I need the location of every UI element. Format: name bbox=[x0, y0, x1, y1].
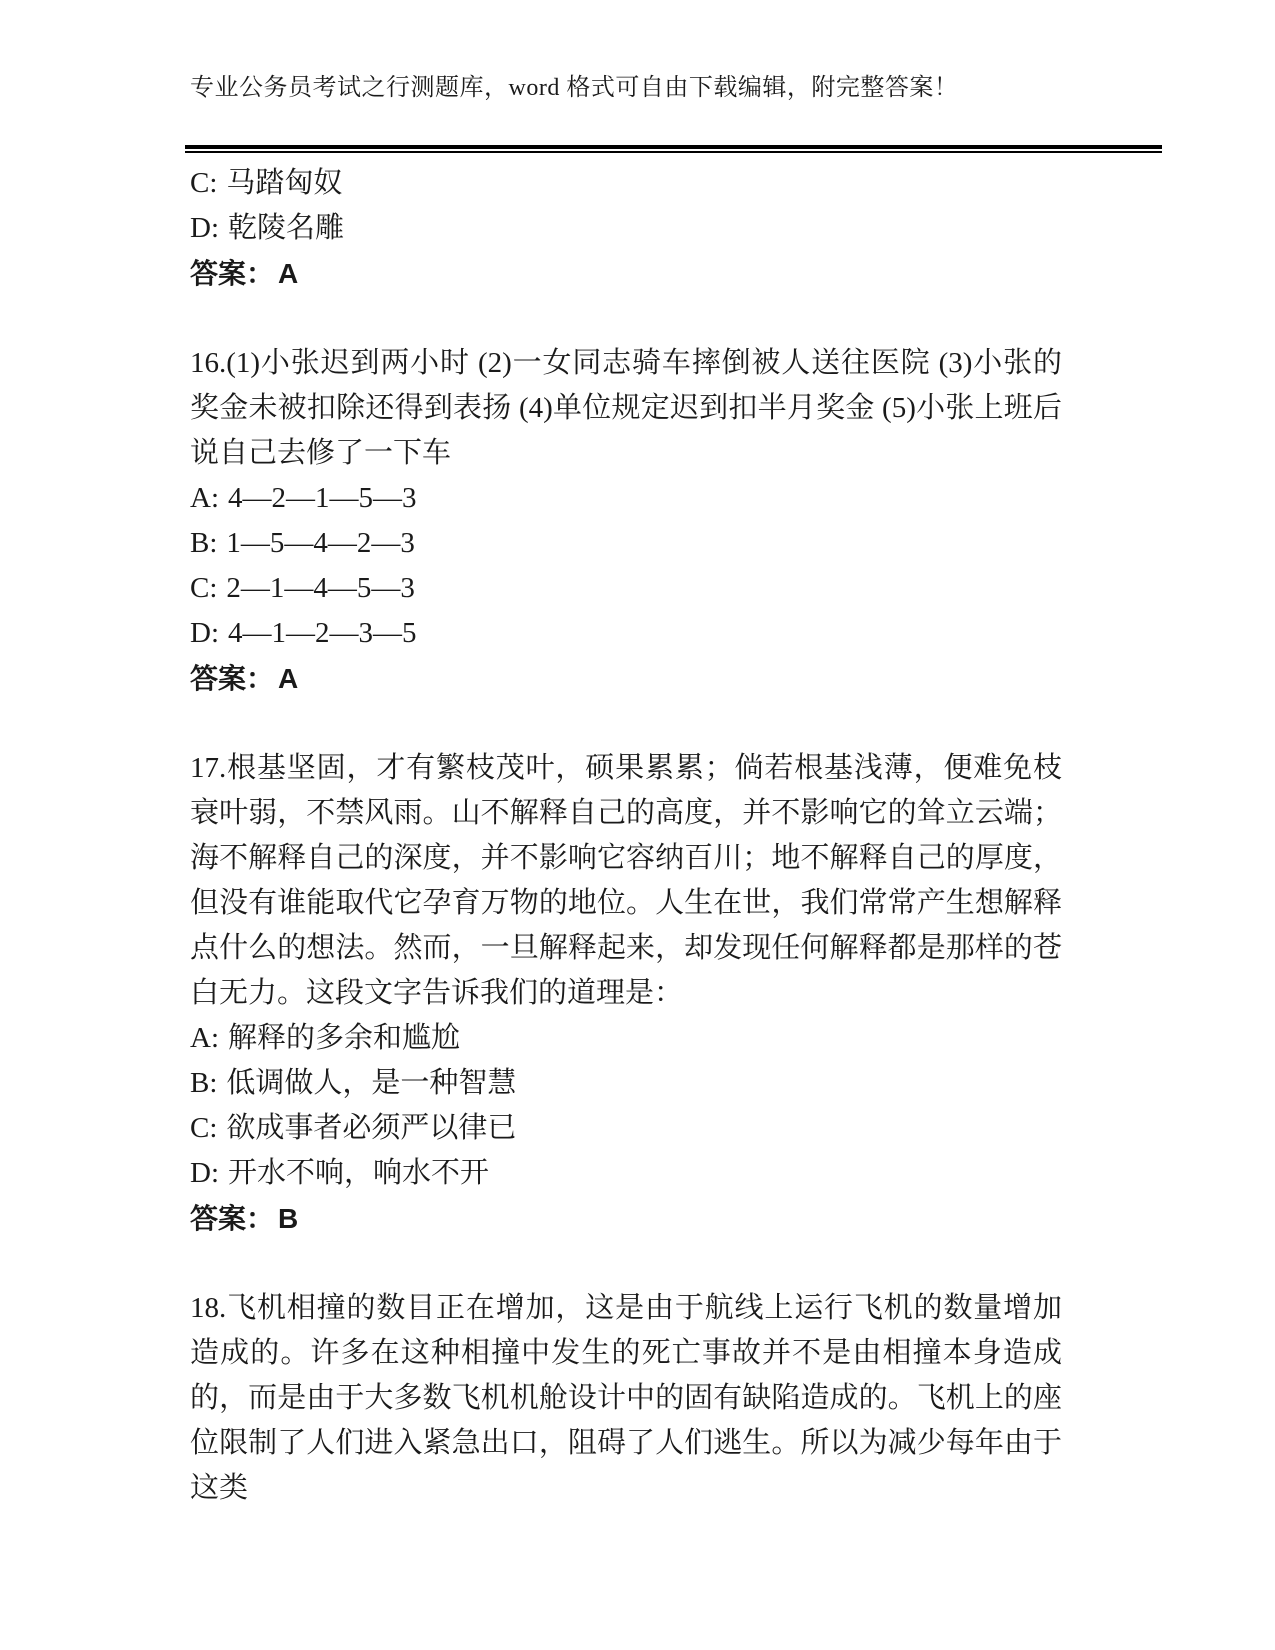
option-label: D: bbox=[190, 1157, 219, 1189]
option-label: A: bbox=[190, 1022, 219, 1054]
option-row bbox=[190, 1151, 1062, 1196]
option-row bbox=[190, 476, 1062, 521]
option-label: B: bbox=[190, 527, 218, 559]
answer-row bbox=[190, 251, 1062, 296]
option-text: 低调做人，是一种智慧 bbox=[226, 1067, 517, 1099]
option-label: D: bbox=[190, 212, 219, 244]
question-18-stem: 18.飞机相撞的数目正在增加，这是由于航线上运行飞机的数量增加造成的。许多在这种相撞中发生的死亡事故并不是由相撞本身造成的，而是由于大多数飞机机舱设计中的固有缺陷造成的。飞机上的座位限制了人们进入紧急出口，阻碍了人们逃生。所以为减少每年由于这类 bbox=[190, 1292, 1062, 1504]
answer-label: 答案： bbox=[190, 1203, 275, 1234]
option-label: C: bbox=[190, 1112, 218, 1144]
answer-label: 答案： bbox=[190, 663, 275, 694]
answer-label: 答案： bbox=[190, 258, 275, 289]
option-row bbox=[190, 1106, 1062, 1151]
answer-row bbox=[190, 1196, 1062, 1241]
option-row bbox=[190, 206, 1062, 251]
header-rule-divider bbox=[185, 145, 1162, 153]
option-label: D: bbox=[190, 617, 219, 649]
option-label: C: bbox=[190, 572, 218, 604]
option-text: 4—2—1—5—3 bbox=[228, 482, 417, 514]
option-text: 2—1—4—5—3 bbox=[226, 572, 415, 604]
option-row bbox=[190, 521, 1062, 566]
header-title: 专业公务员考试之行测题库，word 格式可自由下载编辑，附完整答案！ bbox=[190, 75, 959, 101]
option-text: 乾陵名雕 bbox=[228, 212, 345, 244]
question-16-stem: 16.(1)小张迟到两小时 (2)一女同志骑车摔倒被人送往医院 (3)小张的奖金未被扣除还得到表扬 (4)单位规定迟到扣半月奖金 (5)小张上班后说自己去修了一下车 bbox=[190, 347, 1062, 469]
answer-value: A bbox=[278, 663, 299, 694]
option-row bbox=[190, 1061, 1062, 1106]
option-text: 开水不响，响水不开 bbox=[228, 1157, 490, 1189]
question-17-stem: 17.根基坚固，才有繁枝茂叶，硕果累累；倘若根基浅薄，便难免枝衰叶弱，不禁风雨。山不解释自己的高度，并不影响它的耸立云端；海不解释自己的深度，并不影响它容纳百川；地不解释自己的厚度，但没有谁能取代它孕育万物的地位。人生在世，我们常常产生想解释点什么的想法。然而，一旦解释起来，却发现任何解释都是那样的苍白无力。这段文字告诉我们的道理是： bbox=[190, 752, 1062, 1009]
answer-row bbox=[190, 656, 1062, 701]
document-body bbox=[190, 161, 1062, 1511]
option-text: 欲成事者必须严以律已 bbox=[226, 1112, 517, 1144]
option-row bbox=[190, 161, 1062, 206]
option-text: 4—1—2—3—5 bbox=[228, 617, 417, 649]
option-row bbox=[190, 1016, 1062, 1061]
option-row bbox=[190, 566, 1062, 611]
option-label: A: bbox=[190, 482, 219, 514]
option-text: 马踏匈奴 bbox=[226, 167, 343, 199]
option-label: C: bbox=[190, 167, 218, 199]
option-label: B: bbox=[190, 1067, 218, 1099]
answer-value: B bbox=[278, 1203, 299, 1234]
option-text: 1—5—4—2—3 bbox=[226, 527, 415, 559]
option-text: 解释的多余和尴尬 bbox=[228, 1022, 461, 1054]
option-row bbox=[190, 611, 1062, 656]
answer-value: A bbox=[278, 258, 299, 289]
